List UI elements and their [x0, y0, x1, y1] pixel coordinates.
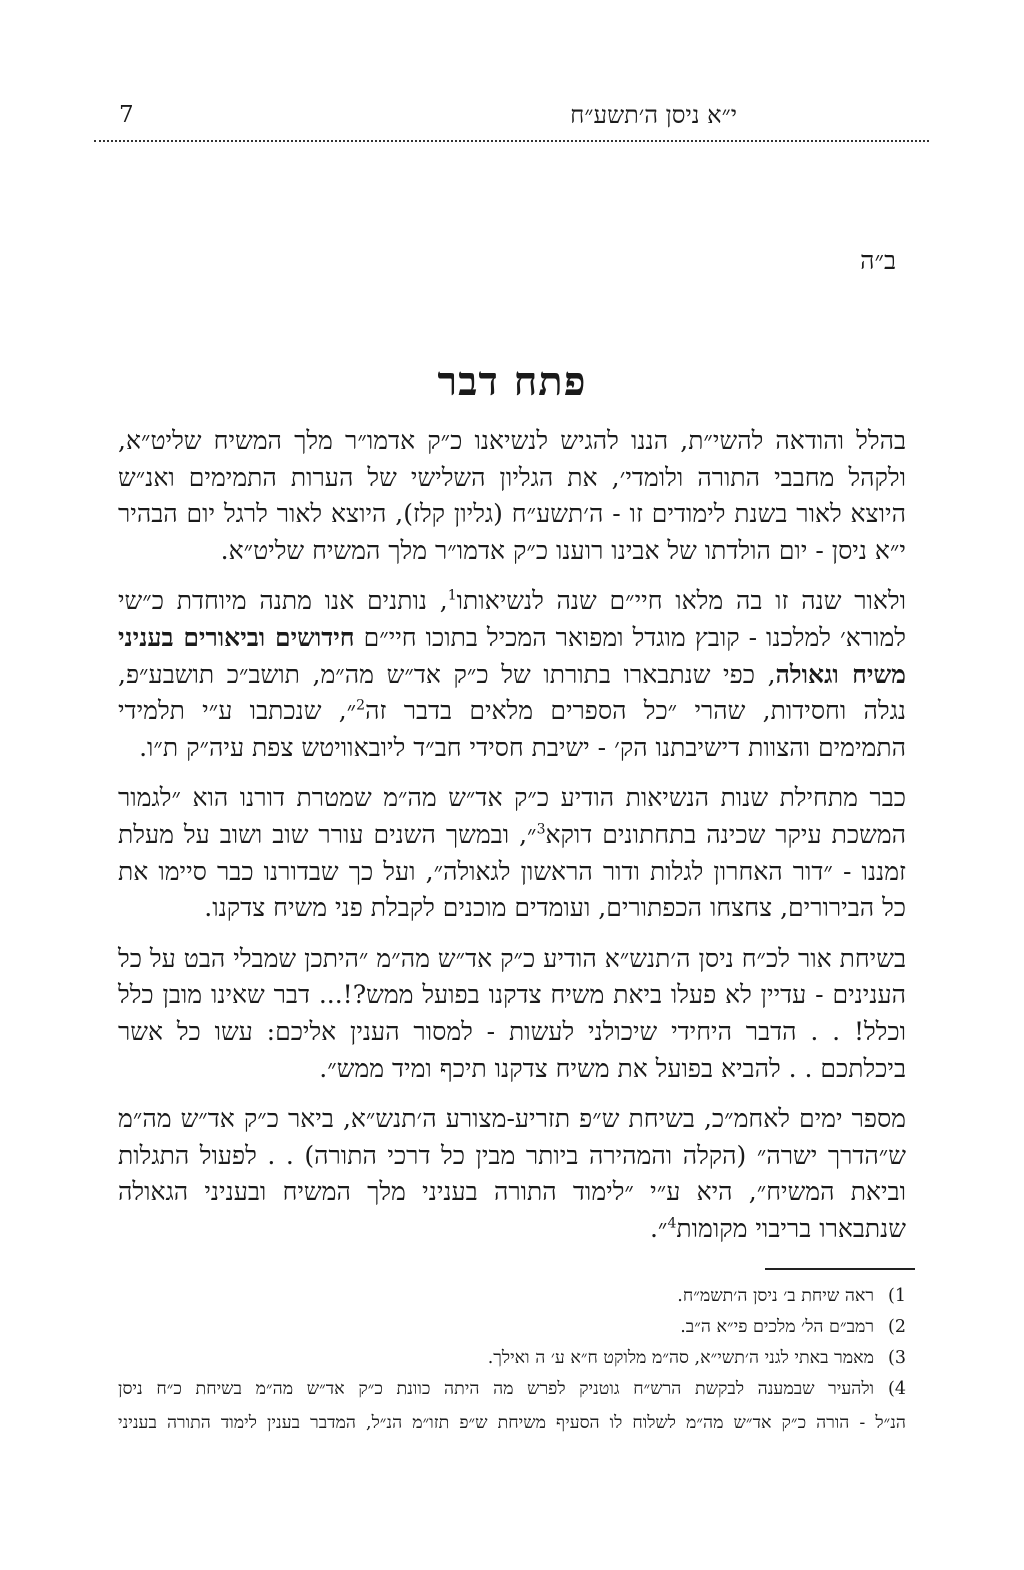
- paragraph-3: [118, 780, 906, 926]
- footnote-ref-1[interactable]: 1: [447, 588, 457, 605]
- footnote-item: [118, 1374, 906, 1405]
- body-text: [118, 423, 906, 1247]
- footnote-ref-4[interactable]: 4: [667, 1215, 677, 1232]
- footnote-continuation: הנ״ל - הורה כ״ק אד״ש מה״מ לשלוח לו הסעיף משיחת ש״פ תזו״מ הנ״ל, המדבר בענין לימוד התורה בעניני: [118, 1413, 906, 1433]
- paragraph-2-text-b: , נותנים אנו מתנה מיוחדת כ״שי למורא׳ למלכנו - קובץ מוגדל ומפואר המכיל בתוכו חיי״ם: [118, 586, 906, 652]
- paragraph-5: [118, 1101, 906, 1247]
- footnote-item: [118, 1281, 906, 1312]
- footnote-number: 3): [888, 1348, 906, 1368]
- paragraph-2-text-a: ולאור שנה זו בה מלאו חיי״ם שנה לנשיאותו: [456, 586, 907, 616]
- footnote-ref-3[interactable]: 3: [536, 821, 546, 838]
- header-dotted-rule: [94, 140, 929, 142]
- paragraph-1: בהלל והודאה להשי״ת, הננו להגיש לנשיאנו כ״ק אדמו״ר מלך המשיח שליט״א, ולקהל מחבבי התורה ולומדי׳, את הגליון השלישי של הערות התמימים ואנ״ש היוצא לאור בשנת לימודים זו - ה׳תשע״ח (גליון קלז), היוצא לאור לרגל יום הבהיר י״א ניסן - יום הולדתו של אבינו רוענו כ״ק אדמו״ר מלך המשיח שליט״א.: [118, 426, 906, 565]
- page-number: 7: [119, 102, 134, 128]
- footnotes: [118, 1281, 906, 1441]
- paragraph-4: בשיחת אור לכ״ח ניסן ה׳תנש״א הודיע כ״ק אד״ש מה״מ ״היתכן שמבלי הבט על כל הענינים - עדיין לא פעלו ביאת משיח צדקנו בפועל ממש?!... דבר שאינו מובן כלל וכלל! . . הדבר היחידי שיכולני לעשות - למסור הענין אליכם: עשו כל אשר ביכלתכם . . להביא בפועל את משיח צדקנו תיכף ומיד ממש״.: [118, 943, 906, 1083]
- running-header-title: י״א ניסן ה׳תשע״ח: [570, 101, 737, 129]
- bh-mark: ב״ה: [860, 246, 896, 275]
- footnote-item: [118, 1343, 906, 1374]
- footnote-text: רמב״ם הל׳ מלכים פי״א ה״ב.: [680, 1317, 874, 1337]
- footnote-number: 2): [888, 1317, 906, 1337]
- paragraph-3-text-b: ״, ובמשך השנים עורר שוב ושוב על מעלת זמננו - ״דור האחרון לגלות ודור הראשון לגאולה״, ועל כך שבדורנו כבר סיימו את כל הבירורים, צחצחו הכפתורים, ועומדים מוכנים לקבלת פני משיח צדקנו.: [118, 819, 906, 923]
- footnote-number: 4): [888, 1379, 906, 1399]
- paragraph-3-text-a: כבר מתחילת שנות הנשיאות הודיע כ״ק אד״ש מה״מ שמטרת דורנו הוא ״לגמור המשכת עיקר שכינה בתחתונים דוקא: [118, 783, 906, 849]
- footnote-text: ראה שיחת ב׳ ניסן ה׳תשמ״ח.: [677, 1286, 874, 1306]
- page-title: פתח דבר: [437, 358, 587, 405]
- paragraph-5-text-b: ״.: [649, 1213, 668, 1243]
- paragraph-2-bold: חידושים וביאורים בעניני משיח וגאולה: [118, 622, 907, 689]
- paragraph-2: [118, 583, 906, 766]
- paragraph-5-text-a: מספר ימים לאחמ״כ, בשיחת ש״פ תזריע-מצורע ה׳תנש״א, ביאר כ״ק אד״ש מה״מ ש״הדרך ישרה״ (הקלה והמהירה ביותר מבין כל דרכי התורה) . . לפעול התגלות וביאת המשיח״, היא ע״י ״לימוד התורה בעניני מלך המשיח ובעניני הגאולה שנתבארו בריבוי מקומות: [118, 1104, 906, 1243]
- footnote-number: 1): [888, 1286, 906, 1306]
- footnote-separator: [765, 1268, 915, 1270]
- paragraph-2-text-d: ״, שנכתבו ע״י תלמידי התמימים והצוות דישיבתנו הק׳ - ישיבת חסידי חב״ד ליובאוויטש צפת עיה״ק ת״ו.: [118, 696, 906, 762]
- footnote-item: [118, 1312, 906, 1343]
- footnote-text: מאמר באתי לגני ה׳תשי״א, סה״מ מלוקט ח״א ע׳ ה ואילך.: [487, 1348, 874, 1368]
- footnote-text: ולהעיר שבמענה לבקשת הרש״ח גוטניק לפרש מה היתה כוונת כ״ק אד״ש מה״מ בשיחת כ״ח ניסן: [118, 1379, 874, 1399]
- footnote-ref-2[interactable]: 2: [356, 697, 366, 714]
- paragraph-2-text-c: , כפי שנתבארו בתורתו של כ״ק אד״ש מה״מ, תושב״כ תושבע״פ, נגלה וחסידות, שהרי ״כל הספרים מלאים בדבר זה: [118, 659, 906, 726]
